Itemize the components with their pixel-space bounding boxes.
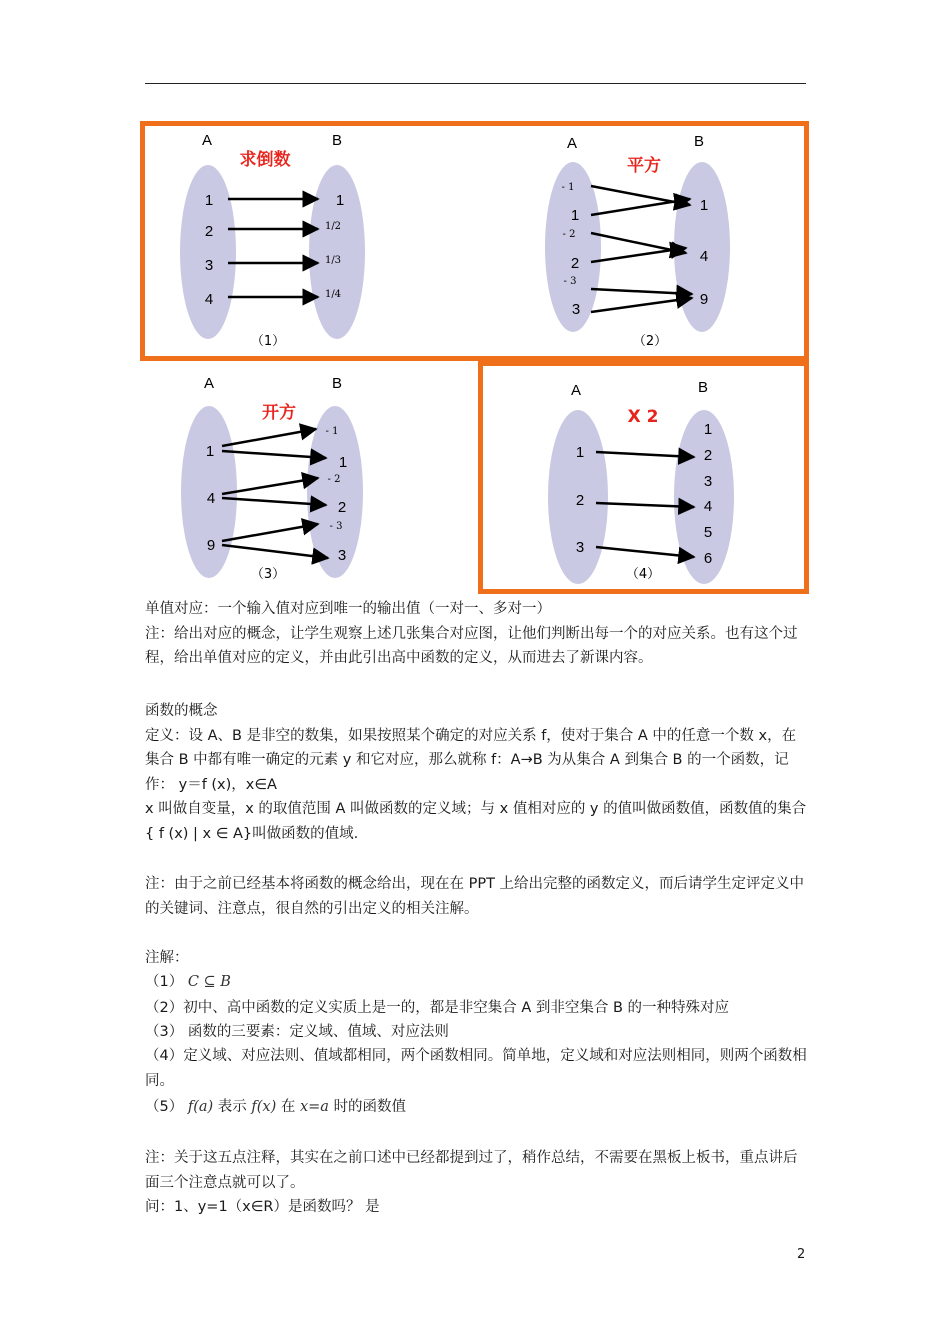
a-item: 4 (204, 291, 214, 308)
note-5-formula-xa: x=a (299, 1099, 329, 1115)
note-2: （2）初中、高中函数的定义实质上是一的，都是非空集合 A 到非空集合 B 的一种特殊对应 (145, 1000, 730, 1016)
function-definition: 定义：设 A、B 是非空的数集，如果按照某个确定的对应关系 f，使对于集合 A 中的任意一个数 x，在集合 B 中都有唯一确定的元素 y 和它对应，那么就称 f：A→B 为从集合 A 到集合 B 的一个函数，记作： y＝f (x)，x∈A (145, 727, 797, 793)
question-1: 问：1、y=1（x∈R）是函数吗？ 是 (145, 1199, 380, 1215)
b-item: 6 (703, 550, 713, 567)
a-item: 3 (575, 539, 585, 556)
section-heading: 函数的概念 (145, 703, 218, 719)
diagram-caption: （2） (632, 334, 668, 349)
teacher-note-2-text: 注：由于之前已经基本将函数的概念给出，现在在 PPT 上给出完整的函数定义，而后请学生定评定义中的关键词、注意点，很自然的引出定义的相关注解。 (145, 876, 805, 917)
diagram-1-reciprocal (180, 132, 365, 349)
mapping-diagrams (0, 0, 950, 600)
diagram-caption: （3） (250, 567, 286, 582)
a-item: - 3 (563, 276, 577, 287)
a-item: 2 (204, 223, 214, 240)
teacher-note-2 (145, 872, 807, 921)
note-1 (145, 970, 815, 994)
b-item: - 2 (327, 474, 341, 485)
note-5-text-1: 表示 (217, 1099, 247, 1115)
b-item: 1 (338, 454, 348, 471)
note-5-formula-fa: f(a) (187, 1099, 214, 1115)
a-item: 1 (575, 444, 585, 461)
a-item: 9 (206, 537, 216, 554)
b-item: 3 (703, 473, 713, 490)
diagram-caption: （1） (250, 334, 286, 349)
note-4-text: （4）定义域、对应法则、值域都相同，两个函数相同。简单地，定义域和对应法则相同，则两个函数相同。 (145, 1048, 807, 1089)
b-item: 4 (699, 248, 709, 265)
note-5-label: （5） (145, 1099, 184, 1115)
a-item: 1 (204, 192, 214, 209)
teacher-note-3 (145, 1146, 807, 1220)
notes-heading: 注解： (145, 950, 189, 966)
a-item: 3 (204, 257, 214, 274)
b-item: 1/3 (324, 255, 342, 266)
a-item: 1 (570, 207, 580, 224)
note-5-text-3: 时的函数值 (333, 1099, 407, 1115)
note-5-formula-fx: f(x) (251, 1099, 277, 1115)
teacher-note-3-text: 注：关于这五点注释，其实在之前口述中已经都提到过了，稍作总结，不需要在黑板上板书，重点讲后面三个注意点就可以了。 (145, 1150, 798, 1191)
b-item: - 1 (325, 426, 339, 437)
note-1-formula: C ⊆ B (187, 974, 231, 990)
a-item: 3 (571, 301, 581, 318)
function-concept-section (145, 699, 807, 846)
b-item: 1/2 (324, 221, 342, 232)
set-b-label: B (697, 379, 709, 396)
b-item: 9 (699, 291, 709, 308)
note-1-label: （1） (145, 974, 184, 990)
b-item: 1/4 (324, 289, 342, 300)
set-b-label: B (331, 132, 343, 149)
diagram-title: X 2 (627, 407, 659, 427)
set-a-label: A (203, 375, 215, 392)
teacher-note-1: 注：给出对应的概念，让学生观察上述几张集合对应图，让他们判断出每一个的对应关系。也有这个过程，给出单值对应的定义，并由此引出高中函数的定义，从而进去了新课内容。 (145, 625, 798, 666)
b-item: 4 (703, 498, 713, 515)
note-5-text-2: 在 (280, 1099, 296, 1115)
diagram-title: 开方 (262, 403, 296, 423)
set-b-label: B (693, 133, 705, 150)
a-item: 1 (205, 443, 215, 460)
set-a-label: A (566, 135, 578, 152)
domain-range-explanation: x 叫做自变量，x 的取值范围 A 叫做函数的定义域；与 x 值相对应的 y 的值叫做函数值，函数值的集合{ f (x) | x ∈ A}叫做函数的值域. (145, 801, 807, 842)
mapping-arrow (591, 199, 690, 215)
set-b-label: B (331, 375, 343, 392)
b-item: - 3 (329, 521, 343, 532)
mapping-arrow (596, 547, 694, 557)
mapping-arrow (591, 298, 692, 312)
b-item: 1 (335, 192, 345, 209)
a-item: - 1 (561, 182, 575, 193)
single-value-section (145, 597, 807, 671)
note-5 (145, 1095, 815, 1119)
b-item: 1 (699, 197, 709, 214)
set-a-label: A (570, 382, 582, 399)
mapping-arrow (222, 524, 318, 541)
mapping-arrow (222, 429, 316, 446)
diagram-title: 求倒数 (239, 150, 291, 170)
diagram-2-square (545, 133, 730, 349)
diagram-3-square-root (181, 375, 363, 582)
diagram-caption: （4） (625, 567, 661, 582)
mapping-arrow (591, 248, 686, 262)
a-item: 4 (206, 490, 216, 507)
b-item: 2 (703, 447, 713, 464)
a-item: 2 (575, 492, 585, 509)
b-item: 3 (337, 547, 347, 564)
a-item: - 2 (562, 229, 576, 240)
note-3: （3） 函数的三要素：定义域、值域、对应法则 (145, 1024, 449, 1040)
b-item: 2 (337, 499, 347, 516)
set-a-label: A (201, 132, 213, 149)
b-item: 1 (703, 421, 713, 438)
note-4 (145, 1044, 807, 1093)
mapping-arrow (591, 289, 692, 294)
b-item: 5 (703, 524, 713, 541)
mapping-arrow (222, 545, 328, 558)
diagram-4-times-two (548, 379, 734, 584)
a-item: 2 (570, 255, 580, 272)
page-number: 2 (797, 1247, 806, 1262)
single-value-definition: 单值对应：一个输入值对应到唯一的输出值（一对一、多对一） (145, 601, 551, 617)
diagram-title: 平方 (627, 156, 661, 176)
